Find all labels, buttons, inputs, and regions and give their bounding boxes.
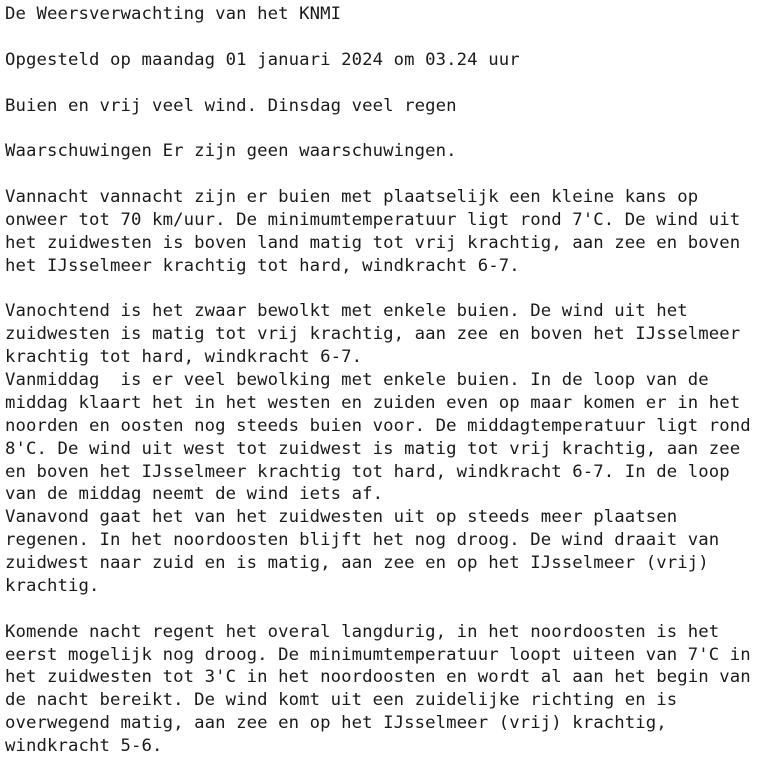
warnings-line: Waarschuwingen Er zijn geen waarschuwingen. [5, 141, 457, 162]
paragraph-vannacht: Vannacht vannacht zijn er buien met plaatselijk een kleine kans op onweer tot 70 km/uur. De minimumtemperatuur ligt rond 7'C. De wind uit het zuidwesten is boven land matig tot vrij krachtig, aan zee en boven het IJsselmeer krachtig tot hard, windkracht 6-7. [5, 187, 741, 276]
paragraph-vandaag: Vanochtend is het zwaar bewolkt met enkele buien. De wind uit het zuidwesten is matig tot vrij krachtig, aan zee en boven het IJsselmeer krachtig tot hard, windkracht 6-7. Vanmiddag is er veel bewolking met enkele buien. In de loop van de middag klaart het in het westen en zuiden even op maar komen er in het noorden en oosten nog steeds buien voor. De middagtemperatuur ligt rond 8'C. De wind uit west tot zuidwest is matig tot vrij krachtig, aan zee en boven het IJsselmeer krachtig tot hard, windkracht 6-7. In de loop van de middag neemt de wind iets af. Vanavond gaat het van het zuidwesten uit op steeds meer plaatsen regenen. In het noordoosten blijft het nog droog. De wind draait van zuidwest naar zuid en is matig, aan zee en op het IJsselmeer (vrij) krachtig. [5, 301, 751, 596]
knmi-weather-report [5, 3, 763, 758]
report-title: De Weersverwachting van het KNMI [5, 4, 342, 24]
paragraph-komende-nacht: Komende nacht regent het overal langdurig, in het noordoosten is het eerst mogelijk nog droog. De minimumtemperatuur loopt uiteen van 7'C in het zuidwesten tot 3'C in het noordoosten en wordt al aan het begin van de nacht bereikt. De wind komt uit een zuidelijke richting en is overwegend matig, aan zee en op het IJsselmeer (vrij) krachtig, windkracht 5-6. [5, 621, 751, 756]
issued-timestamp: Opgesteld op maandag 01 januari 2024 om 03.24 uur [5, 49, 520, 70]
forecast-summary: Buien en vrij veel wind. Dinsdag veel regen [5, 95, 457, 116]
